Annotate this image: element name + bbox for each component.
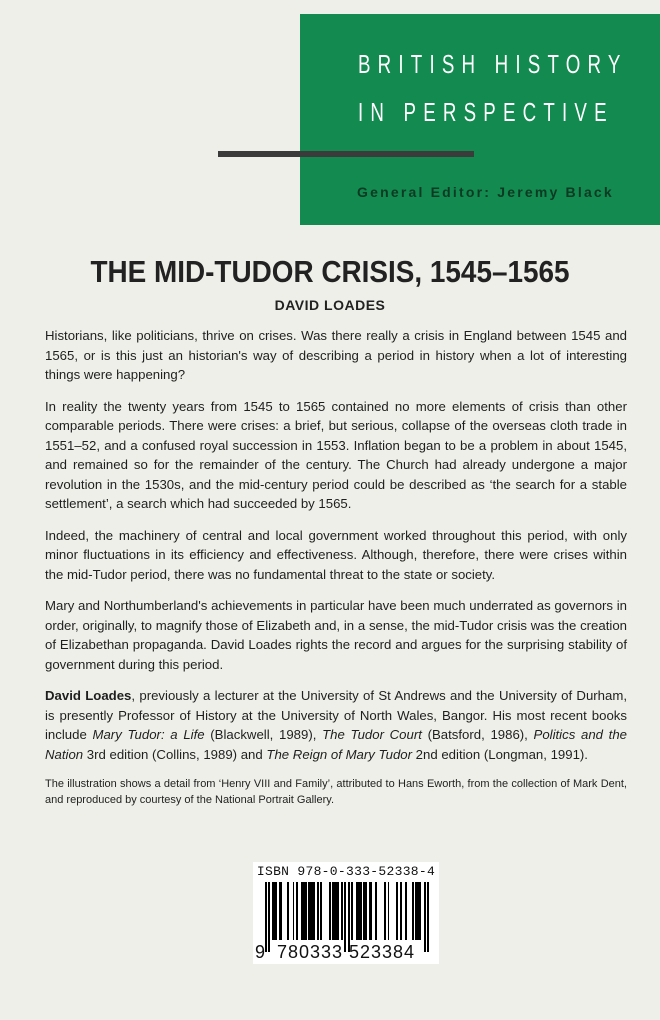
series-title-line-1: BRITISH HISTORY <box>358 49 628 79</box>
bio-book-1: Mary Tudor: a Life <box>92 727 205 742</box>
ean-first-digit: 9 <box>255 942 266 962</box>
series-divider-bar <box>218 151 474 157</box>
barcode-bar <box>365 882 367 940</box>
barcode-bar <box>281 882 283 940</box>
barcode-bar <box>275 882 277 940</box>
series-editor: General Editor: Jeremy Black <box>357 184 614 200</box>
author-bio-text-1: , previously a lecturer at the University of St Andrews and the University of Durham, is presently Professor of History at the University of North Wales, Bangor. His most recent books include <box>45 688 627 742</box>
barcode-bar <box>360 882 362 940</box>
barcode-bar <box>329 882 331 940</box>
barcode-bar <box>313 882 315 940</box>
barcode-bar <box>427 882 429 952</box>
barcode-bar <box>305 882 307 940</box>
bio-book-4: The Reign of Mary Tudor <box>266 746 413 762</box>
barcode-bar <box>338 882 340 940</box>
series-title-line-2: IN PERSPECTIVE <box>358 97 614 127</box>
author-bio <box>45 686 627 764</box>
barcode-bar <box>396 882 398 940</box>
barcode-bar <box>351 882 353 940</box>
barcode-bar <box>268 882 270 952</box>
ean-left-group: 780333 <box>277 942 344 962</box>
blurb-paragraph-1: Historians, like politicians, thrive on crises. Was there really a crisis in England between 1545 and 1565, or is this just an historian's way of describing a period in history when a lot of interesting things were happening? <box>45 328 627 382</box>
isbn-label: ISBN 978-0-333-52338-4 <box>256 864 436 879</box>
bio-book-2: The Tudor Court <box>322 727 422 742</box>
barcode-bar <box>344 882 346 952</box>
bio-book-3: Politics and the Nation <box>45 727 628 762</box>
illustration-caption: The illustration shows a detail from ‘Henry VIII and Family’, attributed to Hans Eworth, from the collection of Mark Dent, and reproduced by courtesy of the National Portrait Gallery. <box>45 778 627 806</box>
author-bio-text-3: (Batsford, 1986), <box>421 727 534 742</box>
blurb-paragraph-2: In reality the twenty years from 1545 to 1565 contained no more elements of crisis than other comparable periods. There were crises: a brief, but serious, collapse of the overseas cloth trade in 1551–52, and a confused royal succession in 1553. Inflation began to be a problem in about 1545, and remained so for the remainder of the century. The Church had already undergone a major revolution in the 1530s, and the mid-century period could be described as ‘the search for a stable settlement’, a search which had succeeded by 1565. <box>45 398 627 511</box>
author-bio-text-4: 3rd edition (Collins, 1989) and <box>83 746 267 762</box>
series-title <box>358 40 628 136</box>
book-title: THE MID-TUDOR CRISIS, 1545–1565 <box>90 254 570 289</box>
barcode-bar <box>265 882 267 952</box>
barcode-bar <box>375 882 377 940</box>
barcode-bar <box>388 882 390 940</box>
barcode-bar <box>320 882 322 940</box>
barcode-bar <box>370 882 372 940</box>
author-bio-text-5: 2nd edition (Longman, 1991). <box>412 746 588 762</box>
blurb-paragraph-4: Mary and Northumberland's achievements in particular have been much underrated as governors in order, originally, to magnify those of Elizabeth and, in a sense, the mid-Tudor crisis was the creation of Elizabethan propaganda. David Loades rights the record and argues for the surprising stability of government during this period. <box>45 598 627 672</box>
series-banner <box>300 14 660 225</box>
author-bio-name: David Loades <box>45 688 132 703</box>
author-bio-text-2: (Blackwell, 1989), <box>204 727 323 742</box>
barcode-bar <box>412 882 414 940</box>
isbn-barcode <box>253 862 439 964</box>
book-author: DAVID LOADES <box>274 297 386 313</box>
barcode-bar <box>296 882 298 940</box>
barcode-bar <box>405 882 407 940</box>
barcode-bars <box>265 882 429 946</box>
barcode-bar <box>384 882 386 940</box>
ean-right-group: 523384 <box>349 942 416 962</box>
barcode-bar <box>341 882 343 940</box>
barcode-bar <box>317 882 319 940</box>
blurb-paragraph-3: Indeed, the machinery of central and local government worked throughout this period, with only minor fluctuations in its efficiency and effectiveness. Although, therefore, there were crises within the mid-Tudor period, there was no fundamental threat to the state or society. <box>45 527 627 582</box>
barcode-bar <box>424 882 426 952</box>
barcode-bar <box>419 882 421 940</box>
barcode-bar <box>400 882 402 940</box>
barcode-bar <box>287 882 289 940</box>
blurb <box>45 326 627 820</box>
barcode-bar <box>293 882 295 940</box>
